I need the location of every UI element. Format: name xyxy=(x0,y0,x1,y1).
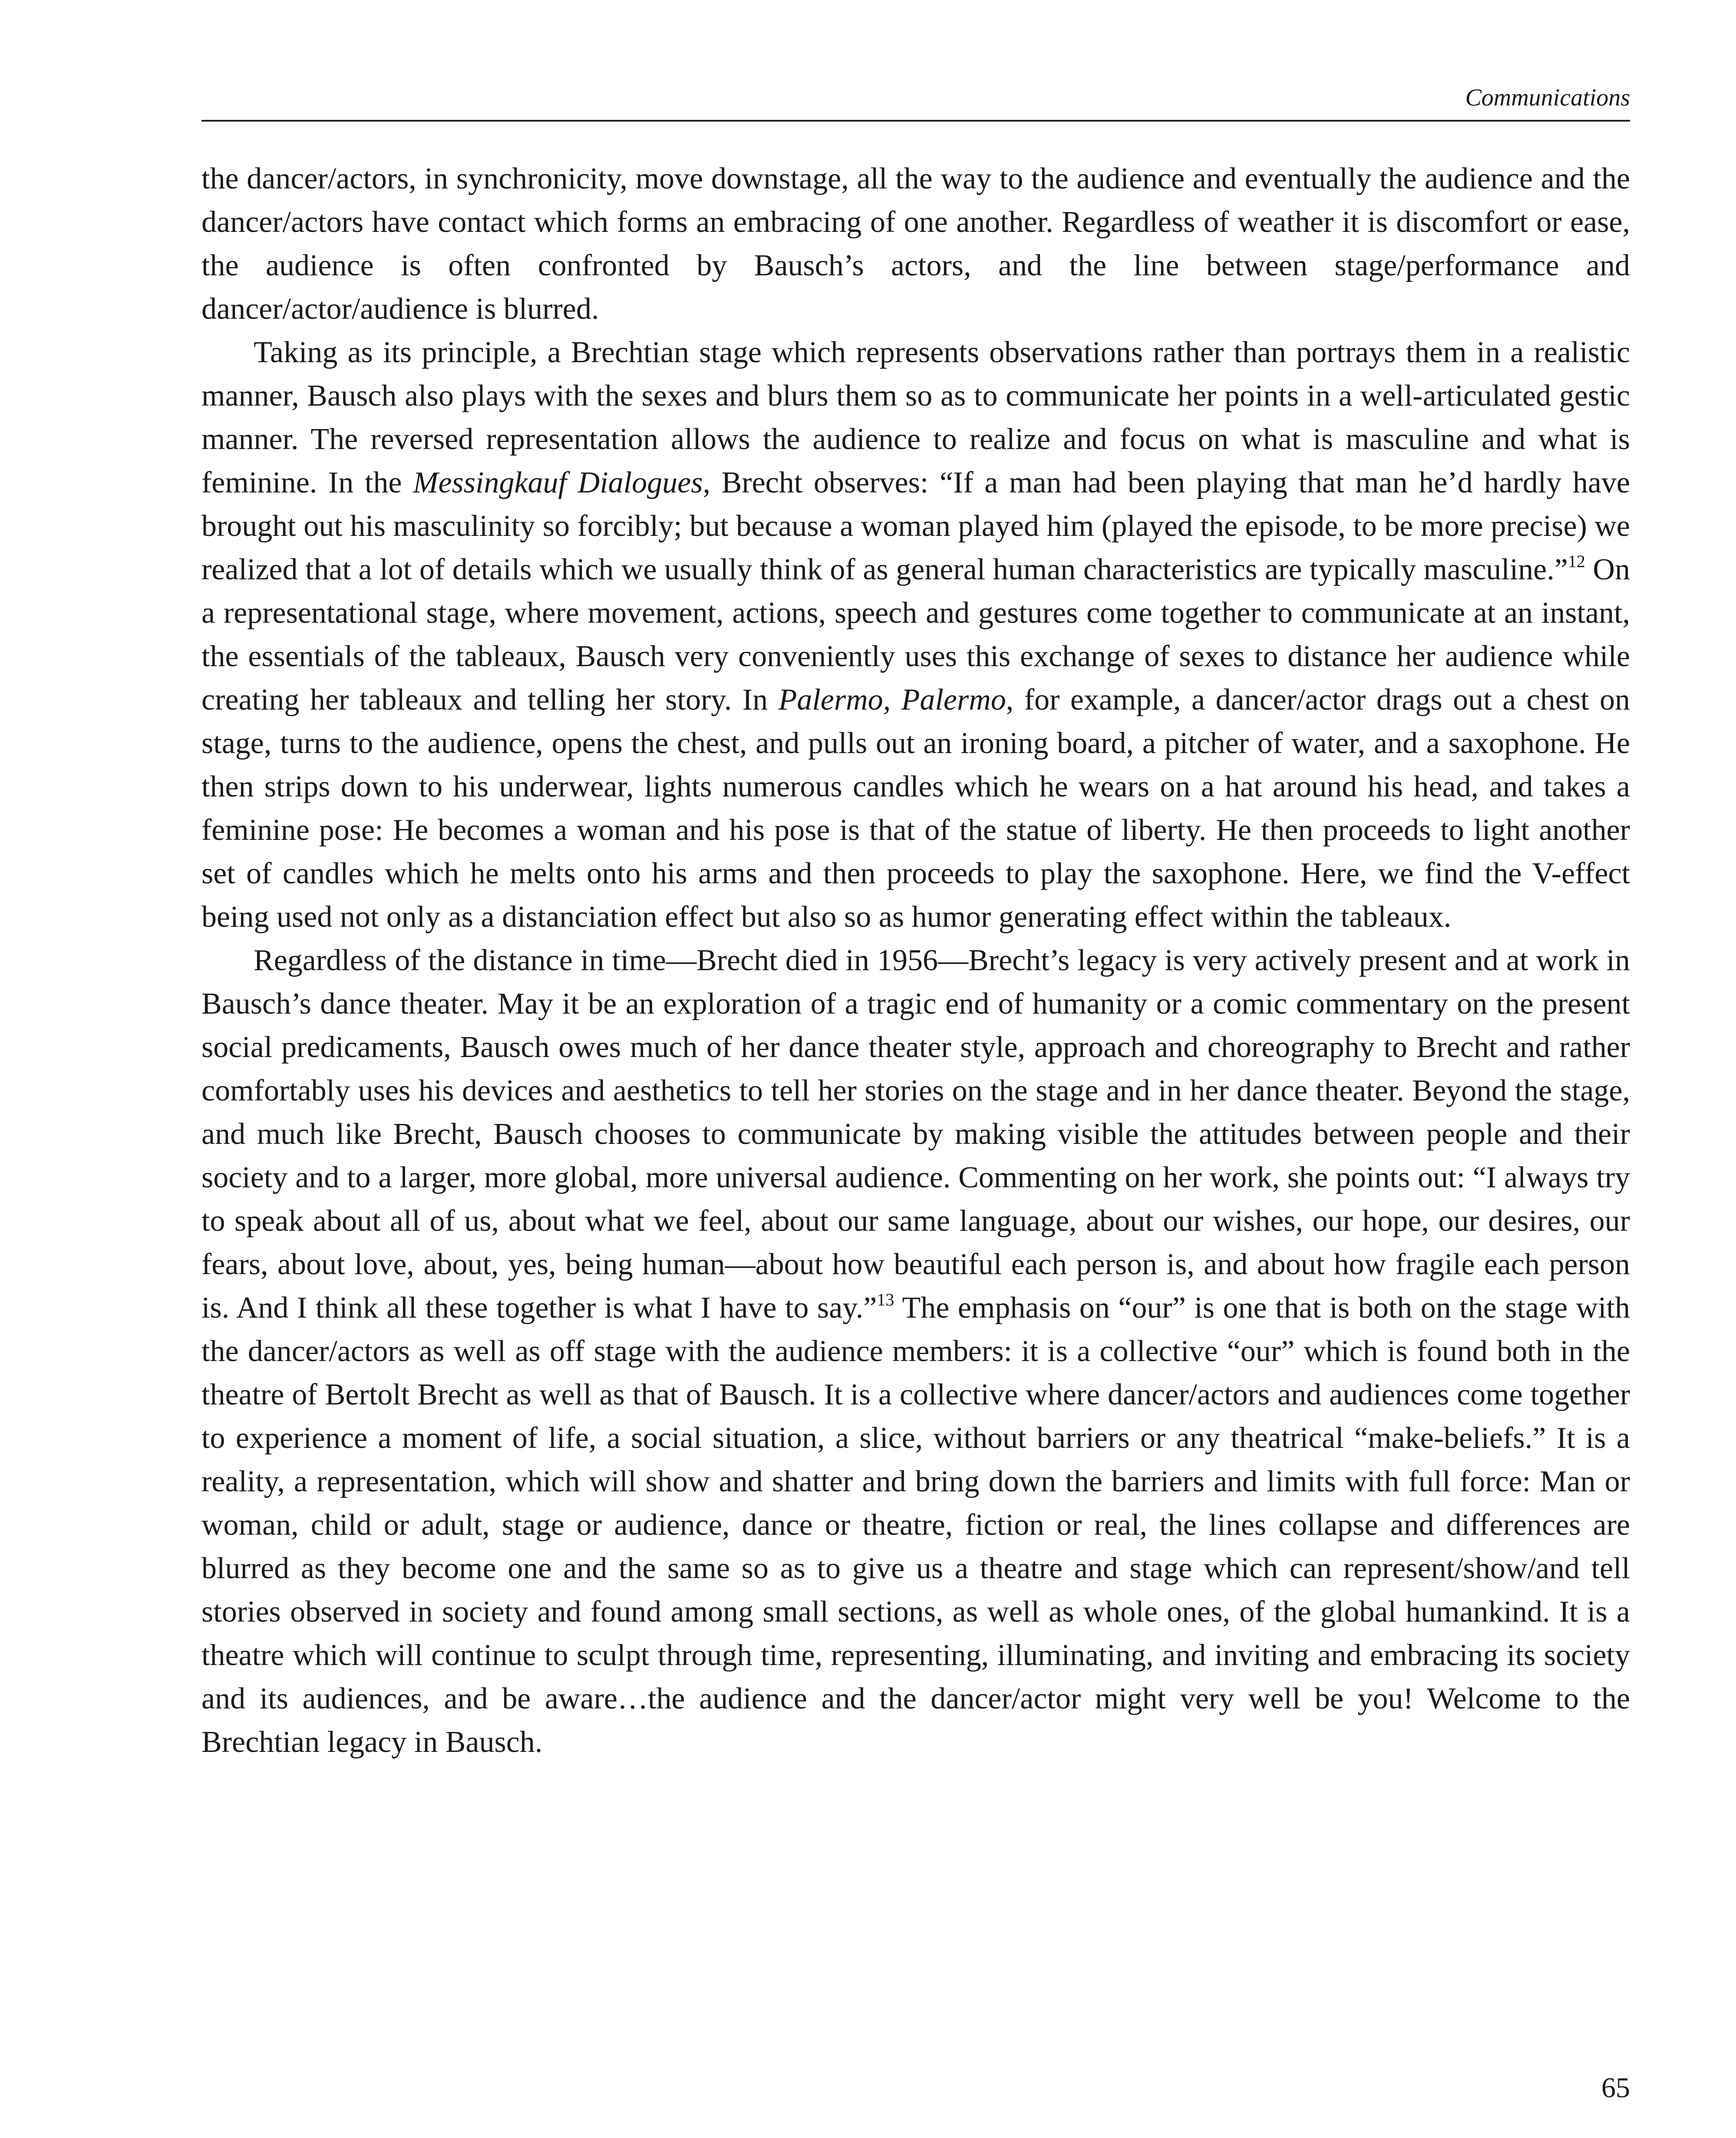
paragraph-3-text-a: Regardless of the distance in time—Brecht died in 1956—Brecht’s legacy is very actively present and at work in Bausch’s dance theater. May it be an exploration of a tragic end of humanity or a comic commentary on the present social predicaments, Bausch owes much of her dance theater style, approach and choreography to Brecht and rather comfortably uses his devices and aesthetics to tell her stories on the stage and in her dance theater. Beyond the stage, and much like Brecht, Bausch chooses to communicate by making visible the attitudes between people and their society and to a larger, more global, more universal audience. Commenting on her work, she points out: “I always try to speak about all of us, about what we feel, about our same language, about our wishes, our hope, our desires, our fears, about love, about, yes, being human—about how beautiful each person is, and about how fragile each person is. And I think all these together is what I have to say.” xyxy=(201,944,1630,1325)
paragraph-2-text-b: , Brecht observes: “If a man had been playing that man he’d hardly have brought out his masculinity so forcibly; but because a woman played him (played the episode, to be more precise) we realized that a lot of details which we usually think of as general human characteristics are typically masculine.” xyxy=(201,466,1630,586)
paragraph-2-text-d: , for example, a dancer/actor drags out a chest on stage, turns to the audience, opens the chest, and pulls out an ironing board, a pitcher of water, and a saxophone. He then strips down to his underwear, lights numerous candles which he wears on a hat around his head, and takes a feminine pose: He becomes a woman and his pose is that of the statue of liberty. He then proceeds to light another set of candles which he melts onto his arms and then proceeds to play the saxophone. Here, we find the V-effect being used not only as a distanciation effect but also so as humor generating effect within the tableaux. xyxy=(201,683,1630,934)
paragraph-3-text-b: The emphasis on “our” is one that is both on the stage with the dancer/actors as well as off stage with the audience members: it is a collective “our” which is found both in the theatre of Bertolt Brecht as well as that of Bausch. It is a collective where dancer/actors and audiences come together to experience a moment of life, a social situation, a slice, without barriers or any theatrical “make-beliefs.” It is a reality, a representation, which will show and shatter and bring down the barriers and limits with full force: Man or woman, child or adult, stage or audience, dance or theatre, fiction or real, the lines collapse and differences are blurred as they become one and the same so as to give us a theatre and stage which can represent/show/and tell stories observed in society and found among small sections, as well as whole ones, of the global humankind. It is a theatre which will continue to sculpt through time, representing, illuminating, and inviting and embracing its society and its audiences, and be aware…the audience and the dancer/actor might very well be you! Welcome to the Brechtian legacy in Bausch. xyxy=(201,1291,1630,1759)
page-number: 65 xyxy=(1601,2072,1630,2104)
paragraph-1: the dancer/actors, in synchronicity, move downstage, all the way to the audience and eventually the audience and the dancer/actors have contact which forms an embracing of one another. Regardless of weather it is discomfort or ease, the audience is often confronted by Bausch’s actors, and the line between stage/performance and dancer/actor/audience is blurred. xyxy=(201,162,1630,326)
article-body xyxy=(201,157,1630,1764)
paragraph-2-text-a: Taking as its principle, a Brechtian stage which represents observations rather than portrays them in a realistic manner, Bausch also plays with the sexes and blurs them so as to communicate her points in a well-articulated gestic manner. The reversed representation allows the audience to realize and focus on what is masculine and what is feminine. In the xyxy=(201,336,1630,499)
header-rule xyxy=(201,120,1630,122)
footnote-marker-12: 12 xyxy=(1568,552,1585,571)
paragraph-3 xyxy=(201,939,1630,1764)
italic-title-palermo: Palermo, Palermo xyxy=(778,683,1006,717)
italic-title-messingkauf: Messingkauf Dialogues xyxy=(413,466,703,499)
paragraph-2-text-c: On a representational stage, where movement, actions, speech and gestures come together to communicate at an instant, the essentials of the tableaux, Bausch very conveniently uses this exchange of sexes to distance her audience while creating her tableaux and telling her story. In xyxy=(201,553,1630,717)
running-header-title: Communications xyxy=(1465,84,1630,111)
footnote-marker-13: 13 xyxy=(877,1290,894,1309)
paragraph-2 xyxy=(201,331,1630,939)
